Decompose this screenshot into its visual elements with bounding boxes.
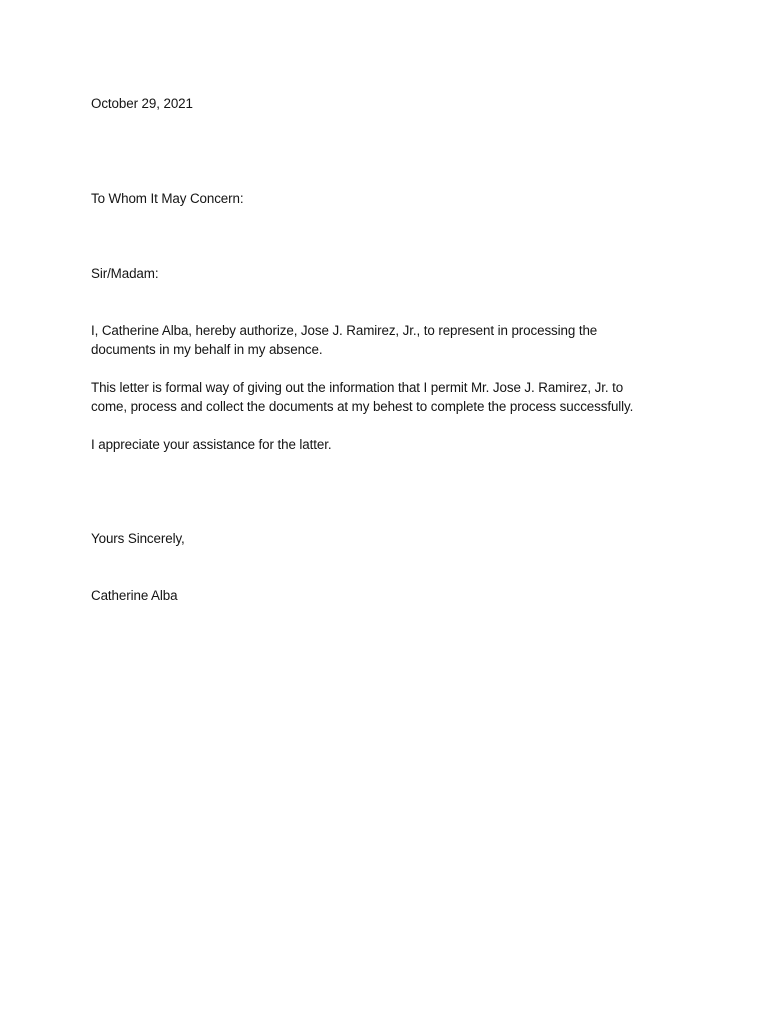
general-salutation: To Whom It May Concern: [91, 191, 244, 206]
closing: Yours Sincerely, [91, 531, 185, 546]
paragraph-line: come, process and collect the documents at my behest to complete the process successfully. [91, 399, 634, 414]
paragraph-line: I appreciate your assistance for the latter. [91, 437, 332, 452]
letter-date: October 29, 2021 [91, 96, 193, 111]
salutation: Sir/Madam: [91, 266, 159, 281]
paragraph-line: This letter is formal way of giving out the information that I permit Mr. Jose J. Ramirez, Jr. to [91, 380, 624, 395]
paragraph-line: documents in my behalf in my absence. [91, 342, 323, 357]
signature-name: Catherine Alba [91, 588, 178, 603]
paragraph-line: I, Catherine Alba, hereby authorize, Jose J. Ramirez, Jr., to represent in processing the [91, 323, 598, 338]
